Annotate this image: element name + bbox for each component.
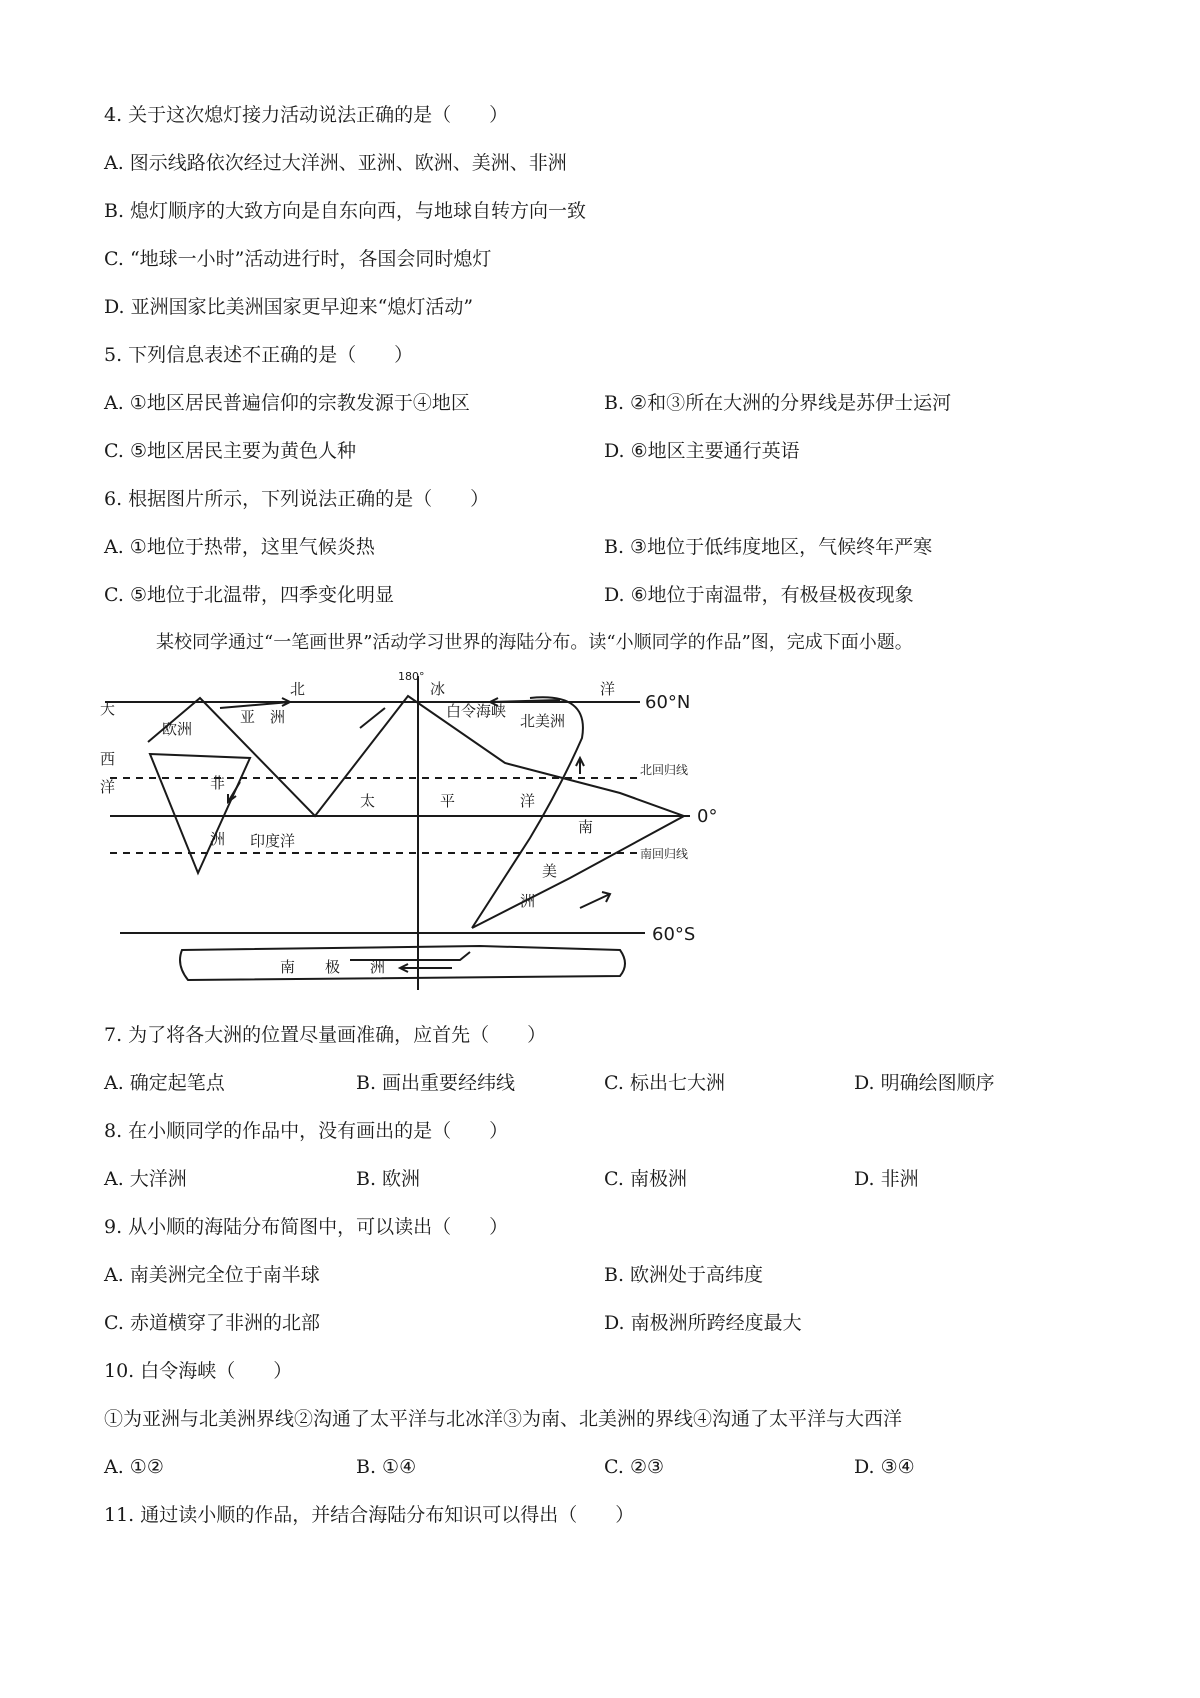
label-yang-p: 洋 — [520, 792, 536, 810]
q5-option-d: D. ⑥地区主要通行英语 — [604, 440, 800, 462]
label-yang-n: 洋 — [600, 680, 616, 698]
antarctica-outline — [180, 946, 625, 980]
label-zhou2: 洲 — [520, 892, 536, 910]
q7-option-c: C. 标出七大洲 — [604, 1072, 725, 1094]
q6-option-c: C. ⑤地位于北温带，四季变化明显 — [104, 584, 394, 606]
label-60n: 60°N — [645, 692, 691, 713]
africa-outline — [150, 754, 250, 873]
arrow-mid — [360, 708, 385, 728]
label-bei: 北 — [290, 680, 306, 698]
label-tropic-s: 南回归线 — [640, 847, 689, 861]
q8-stem: 8. 在小顺同学的作品中，没有画出的是（ ） — [104, 1120, 509, 1142]
label-zhou: 洲 — [210, 830, 226, 848]
q4-option-c: C. “地球一小时”活动进行时，各国会同时熄灯 — [104, 248, 492, 270]
arrow-na — [576, 758, 584, 774]
q4-option-a: A. 图示线路依次经过大洋洲、亚洲、欧洲、美洲、非洲 — [104, 152, 567, 174]
label-nan: 南 — [578, 818, 594, 836]
q6-stem: 6. 根据图片所示，下列说法正确的是（ ） — [104, 488, 490, 510]
q10-option-d: D. ③④ — [854, 1456, 915, 1478]
q9-stem: 9. 从小顺的海陆分布简图中，可以读出（ ） — [104, 1216, 509, 1238]
q7-stem: 7. 为了将各大洲的位置尽量画准确，应首先（ ） — [104, 1024, 547, 1046]
q6-option-a: A. ①地位于热带，这里气候炎热 — [104, 536, 375, 558]
label-mei: 美 — [542, 862, 558, 880]
arrow-africa — [228, 782, 240, 802]
q5-option-c: C. ⑤地区居民主要为黄色人种 — [104, 440, 356, 462]
label-yindu: 印度洋 — [250, 832, 296, 850]
q4-option-d: D. 亚洲国家比美洲国家更早迎来“熄灯活动” — [104, 296, 474, 318]
q6-option-b: B. ③地位于低纬度地区，气候终年严寒 — [604, 536, 933, 558]
label-da: 大 — [100, 700, 116, 718]
q7-option-a: A. 确定起笔点 — [104, 1072, 225, 1094]
q8-option-d: D. 非洲 — [854, 1168, 919, 1190]
label-fei: 非 — [210, 774, 226, 792]
q6-option-d: D. ⑥地位于南温带，有极昼极夜现象 — [604, 584, 914, 606]
label-beimeizhou: 北美洲 — [520, 712, 566, 730]
arrow-sam — [580, 892, 610, 908]
q8-option-b: B. 欧洲 — [356, 1168, 421, 1190]
q9-option-c: C. 赤道横穿了非洲的北部 — [104, 1312, 320, 1334]
label-yang-w: 洋 — [100, 778, 116, 796]
label-bering: 白令海峡 — [446, 702, 507, 720]
q9-option-b: B. 欧洲处于高纬度 — [604, 1264, 764, 1286]
label-nanji: 南 极 洲 — [280, 958, 386, 976]
label-0: 0° — [697, 806, 718, 827]
label-yazhou: 亚 洲 — [240, 708, 286, 726]
label-60s: 60°S — [652, 924, 696, 945]
label-ping: 平 — [440, 792, 456, 810]
label-tai: 太 — [360, 792, 376, 810]
hand-drawn-world-sketch — [100, 668, 790, 998]
q10-stem: 10. 白令海峡（ ） — [104, 1360, 293, 1382]
q8-option-c: C. 南极洲 — [604, 1168, 687, 1190]
label-xi: 西 — [100, 750, 116, 768]
q9-option-a: A. 南美洲完全位于南半球 — [104, 1264, 320, 1286]
q5-stem: 5. 下列信息表述不正确的是（ ） — [104, 344, 414, 366]
q7-option-b: B. 画出重要经纬线 — [356, 1072, 516, 1094]
q7-option-d: D. 明确绘图顺序 — [854, 1072, 995, 1094]
label-tropic-n: 北回归线 — [640, 763, 689, 777]
label-180: 180° — [398, 670, 425, 683]
q8-option-a: A. 大洋洲 — [104, 1168, 187, 1190]
q4-option-b: B. 熄灯顺序的大致方向是自东向西，与地球自转方向一致 — [104, 200, 587, 222]
q10-option-c: C. ②③ — [604, 1456, 665, 1478]
figure-intro: 某校同学通过“一笔画世界”活动学习世界的海陆分布。读“小顺同学的作品”图，完成下面小题。 — [156, 632, 913, 653]
q9-option-d: D. 南极洲所跨经度最大 — [604, 1312, 802, 1334]
label-bing: 冰 — [430, 680, 446, 698]
q5-option-b: B. ②和③所在大洲的分界线是苏伊士运河 — [604, 392, 952, 414]
q4-stem: 4. 关于这次熄灯接力活动说法正确的是（ ） — [104, 104, 509, 126]
label-ouzhou: 欧洲 — [162, 720, 193, 738]
q10-option-a: A. ①② — [104, 1456, 164, 1478]
arrow-antarctica — [400, 964, 452, 972]
q5-option-a: A. ①地区居民普遍信仰的宗教发源于④地区 — [104, 392, 470, 414]
q11-stem: 11. 通过读小顺的作品，并结合海陆分布知识可以得出（ ） — [104, 1504, 635, 1526]
q10-option-b: B. ①④ — [356, 1456, 417, 1478]
q10-statements: ①为亚洲与北美洲界线②沟通了太平洋与北冰洋③为南、北美洲的界线④沟通了太平洋与大西洋 — [104, 1408, 903, 1430]
